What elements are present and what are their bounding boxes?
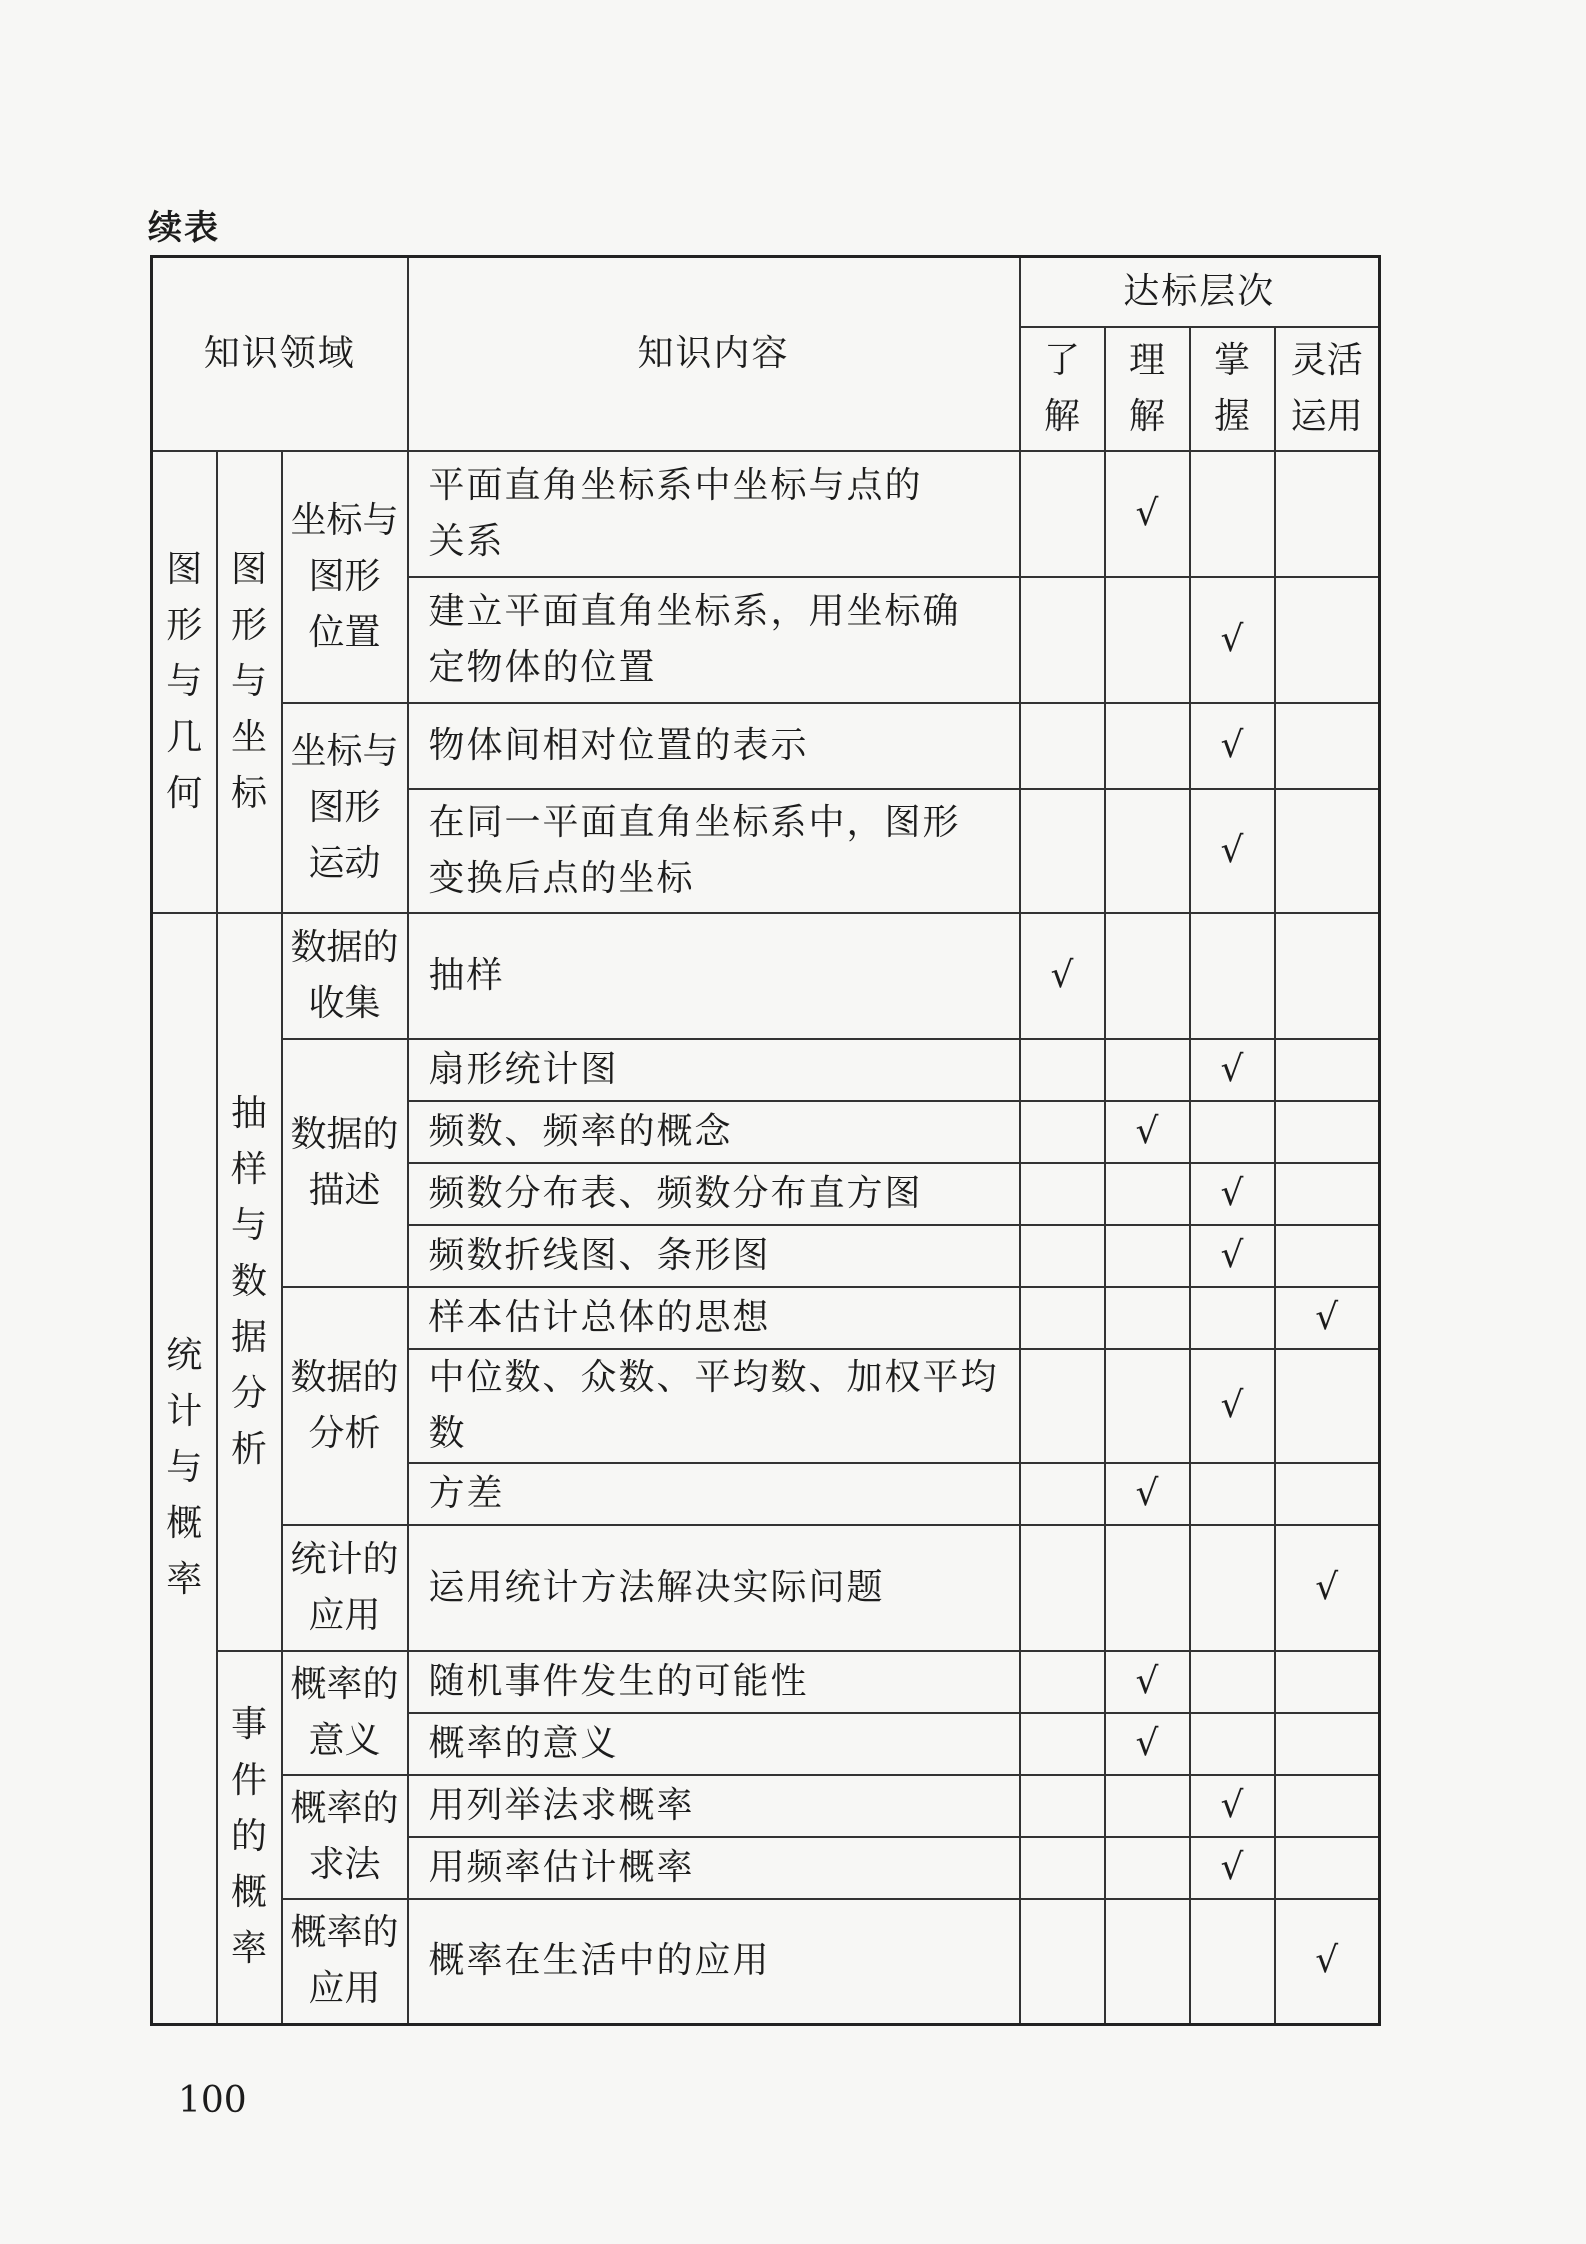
level-cell: [1190, 1525, 1275, 1651]
content-label: 扇形统计图: [428, 1048, 619, 1090]
content-cell: [408, 1775, 1020, 1837]
check-mark-icon: √: [1220, 1384, 1244, 1426]
content-cell: [408, 1713, 1020, 1775]
content-cell: [408, 1287, 1020, 1349]
check-mark-icon: √: [1135, 1722, 1159, 1764]
level-cell: [1105, 1101, 1190, 1163]
table-row: [152, 1039, 1380, 1101]
domain-label: 统 计 与 概 率: [166, 1335, 203, 1601]
level-cell: [1190, 1651, 1275, 1713]
level-cell: [1190, 1837, 1275, 1899]
table-row: [152, 703, 1380, 789]
level-cell: [1105, 451, 1190, 577]
content-label: 在同一平面直角坐标系中，图形 变换后点的坐标: [428, 801, 961, 899]
topic-cell: [282, 451, 408, 703]
content-cell: [408, 913, 1020, 1039]
subdomain-label: 抽 样 与 数 据 分 析: [230, 1092, 267, 1470]
level-cell: [1020, 789, 1105, 913]
check-mark-icon: √: [1220, 724, 1244, 766]
content-label: 抽样: [428, 954, 505, 996]
check-mark-icon: √: [1220, 1172, 1244, 1214]
content-cell: [408, 1039, 1020, 1101]
topic-label: 概率的 求法: [290, 1787, 399, 1885]
subdomain-label: 事 件 的 概 率: [230, 1704, 267, 1970]
level-cell: [1190, 1163, 1275, 1225]
content-label: 概率在生活中的应用: [428, 1940, 771, 1982]
level-cell: [1275, 789, 1380, 913]
level-header-label: 掌 握: [1214, 339, 1251, 437]
level-cell: [1275, 1101, 1380, 1163]
level-cell: [1275, 703, 1380, 789]
level-cell: [1105, 1899, 1190, 2025]
topic-cell: [282, 1287, 408, 1525]
content-label: 建立平面直角坐标系，用坐标确 定物体的位置: [428, 590, 961, 688]
subdomain-cell: [217, 451, 282, 913]
check-mark-icon: √: [1220, 829, 1244, 871]
level-cell: [1105, 1463, 1190, 1525]
level-header-cell: [1190, 327, 1275, 451]
domain-cell: [152, 913, 217, 2025]
header-levels-group: 达标层次: [1020, 257, 1380, 327]
check-mark-icon: √: [1220, 1784, 1244, 1826]
level-cell: [1275, 1039, 1380, 1101]
check-mark-icon: √: [1220, 618, 1244, 660]
check-mark-icon: √: [1135, 1110, 1159, 1152]
content-label: 平面直角坐标系中坐标与点的 关系: [428, 464, 923, 562]
level-cell: [1105, 1349, 1190, 1463]
check-mark-icon: √: [1135, 492, 1159, 534]
level-cell: [1275, 1713, 1380, 1775]
table-caption: 续表: [148, 208, 220, 248]
topic-label: 坐标与 图形 运动: [290, 730, 399, 884]
topic-cell: [282, 1775, 408, 1899]
level-cell: [1275, 1837, 1380, 1899]
topic-cell: [282, 1039, 408, 1287]
level-header-cell: [1275, 327, 1380, 451]
topic-cell: [282, 703, 408, 913]
content-label: 方差: [428, 1472, 505, 1514]
level-cell: [1105, 703, 1190, 789]
content-label: 运用统计方法解决实际问题: [428, 1566, 885, 1608]
level-cell: [1105, 1163, 1190, 1225]
table-row: [152, 1287, 1380, 1349]
level-cell: [1275, 1525, 1380, 1651]
level-cell: [1020, 451, 1105, 577]
level-cell: [1105, 1713, 1190, 1775]
level-cell: [1190, 1101, 1275, 1163]
level-cell: [1275, 451, 1380, 577]
check-mark-icon: √: [1135, 1472, 1159, 1514]
level-cell: [1275, 1225, 1380, 1287]
check-mark-icon: √: [1050, 954, 1074, 996]
level-cell: [1105, 577, 1190, 703]
subdomain-cell: [217, 1651, 282, 2025]
content-cell: [408, 1225, 1020, 1287]
level-cell: [1020, 1101, 1105, 1163]
content-label: 频数、频率的概念: [428, 1110, 733, 1152]
level-cell: [1020, 913, 1105, 1039]
subdomain-cell: [217, 913, 282, 1651]
level-cell: [1105, 1837, 1190, 1899]
level-cell: [1190, 1463, 1275, 1525]
level-cell: [1190, 1713, 1275, 1775]
content-label: 概率的意义: [428, 1722, 619, 1764]
level-cell: [1020, 1287, 1105, 1349]
level-header-cell: [1105, 327, 1190, 451]
level-cell: [1020, 1163, 1105, 1225]
level-cell: [1275, 1349, 1380, 1463]
level-cell: [1020, 1837, 1105, 1899]
level-cell: [1275, 1163, 1380, 1225]
level-cell: [1020, 1713, 1105, 1775]
content-label: 频数折线图、条形图: [428, 1234, 771, 1276]
level-header-cell: [1020, 327, 1105, 451]
topic-cell: [282, 1525, 408, 1651]
topic-label: 数据的 收集: [290, 926, 399, 1024]
level-cell: [1105, 1225, 1190, 1287]
level-cell: [1020, 1651, 1105, 1713]
check-mark-icon: √: [1220, 1846, 1244, 1888]
level-cell: [1190, 577, 1275, 703]
check-mark-icon: √: [1315, 1296, 1339, 1338]
level-cell: [1105, 1651, 1190, 1713]
level-cell: [1105, 1525, 1190, 1651]
table-row: [152, 451, 1380, 577]
header-content: 知识内容: [408, 257, 1020, 451]
content-label: 用列举法求概率: [428, 1784, 695, 1826]
content-cell: [408, 703, 1020, 789]
level-cell: [1275, 1651, 1380, 1713]
check-mark-icon: √: [1220, 1048, 1244, 1090]
table-row: [152, 1775, 1380, 1837]
content-cell: [408, 1525, 1020, 1651]
level-cell: [1190, 1287, 1275, 1349]
level-cell: [1190, 451, 1275, 577]
level-cell: [1020, 1349, 1105, 1463]
content-cell: [408, 1463, 1020, 1525]
content-cell: [408, 577, 1020, 703]
table-row: [152, 1525, 1380, 1651]
table-row: [152, 1651, 1380, 1713]
level-cell: [1190, 1349, 1275, 1463]
subdomain-label: 图 形 与 坐 标: [230, 548, 267, 814]
content-label: 频数分布表、频数分布直方图: [428, 1172, 923, 1214]
level-cell: [1105, 1287, 1190, 1349]
topic-label: 概率的 应用: [290, 1912, 399, 2010]
topic-cell: [282, 913, 408, 1039]
level-cell: [1190, 789, 1275, 913]
level-header-label: 了 解: [1044, 339, 1081, 437]
content-cell: [408, 789, 1020, 913]
level-cell: [1020, 1463, 1105, 1525]
content-label: 用频率估计概率: [428, 1846, 695, 1888]
content-label: 物体间相对位置的表示: [428, 724, 809, 766]
level-header-label: 理 解: [1129, 339, 1166, 437]
level-cell: [1190, 703, 1275, 789]
topic-label: 统计的 应用: [290, 1538, 399, 1636]
domain-cell: [152, 451, 217, 913]
content-cell: [408, 1837, 1020, 1899]
content-label: 随机事件发生的可能性: [428, 1660, 809, 1702]
level-cell: [1105, 1039, 1190, 1101]
level-cell: [1190, 1039, 1275, 1101]
topic-label: 数据的 分析: [290, 1356, 399, 1454]
check-mark-icon: √: [1135, 1660, 1159, 1702]
topic-cell: [282, 1651, 408, 1775]
check-mark-icon: √: [1315, 1940, 1339, 1982]
level-cell: [1275, 577, 1380, 703]
level-cell: [1190, 1899, 1275, 2025]
level-cell: [1020, 703, 1105, 789]
topic-cell: [282, 1899, 408, 2025]
level-cell: [1020, 1775, 1105, 1837]
domain-label: 图 形 与 几 何: [166, 548, 203, 814]
standards-table: [150, 255, 1381, 2026]
check-mark-icon: √: [1220, 1234, 1244, 1276]
topic-label: 坐标与 图形 位置: [290, 499, 399, 653]
level-cell: [1020, 1525, 1105, 1651]
content-cell: [408, 1349, 1020, 1463]
table-row: [152, 1899, 1380, 2025]
page-number: 100: [178, 2080, 247, 2121]
level-cell: [1105, 789, 1190, 913]
check-mark-icon: √: [1315, 1566, 1339, 1608]
level-cell: [1020, 1225, 1105, 1287]
level-cell: [1275, 1899, 1380, 2025]
level-cell: [1105, 913, 1190, 1039]
level-cell: [1275, 1287, 1380, 1349]
level-cell: [1190, 1225, 1275, 1287]
level-cell: [1275, 1775, 1380, 1837]
content-cell: [408, 1651, 1020, 1713]
level-cell: [1020, 577, 1105, 703]
level-cell: [1275, 913, 1380, 1039]
level-cell: [1020, 1039, 1105, 1101]
level-cell: [1020, 1899, 1105, 2025]
content-label: 中位数、众数、平均数、加权平均数: [428, 1356, 999, 1454]
level-cell: [1105, 1775, 1190, 1837]
level-cell: [1190, 913, 1275, 1039]
level-cell: [1190, 1775, 1275, 1837]
level-header-label: 灵活 运用: [1290, 339, 1363, 437]
content-cell: [408, 1101, 1020, 1163]
content-cell: [408, 1899, 1020, 2025]
level-cell: [1275, 1463, 1380, 1525]
content-cell: [408, 451, 1020, 577]
content-label: 样本估计总体的思想: [428, 1296, 771, 1338]
header-row-1: [152, 257, 1380, 327]
table-row: [152, 913, 1380, 1039]
header-domain: 知识领域: [152, 257, 408, 451]
topic-label: 数据的 描述: [290, 1113, 399, 1211]
content-cell: [408, 1163, 1020, 1225]
topic-label: 概率的 意义: [290, 1663, 399, 1761]
